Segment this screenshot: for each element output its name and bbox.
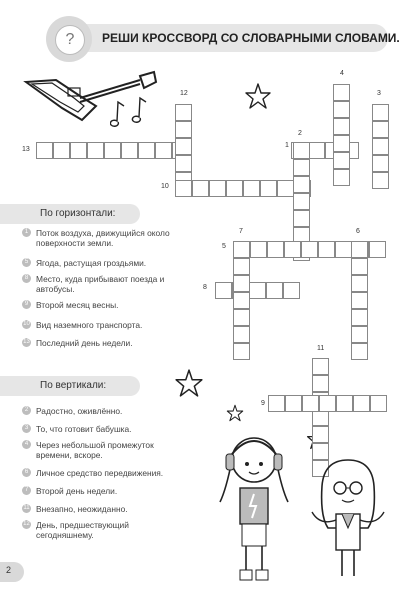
clue-text: Через небольшой промежуток времени, вскоре. — [36, 440, 154, 460]
crossword-cell[interactable] — [369, 241, 386, 258]
crossword-cell[interactable] — [351, 258, 368, 275]
crossword-cell[interactable] — [233, 309, 250, 326]
crossword-cell[interactable] — [175, 180, 192, 197]
clue-number: 7 — [22, 486, 31, 495]
crossword-cell[interactable] — [333, 169, 350, 186]
crossword-cell[interactable] — [249, 282, 266, 299]
clue-text: Второй месяц весны. — [36, 300, 119, 310]
crossword-cell[interactable] — [351, 309, 368, 326]
clue-text: День, предшествующий сегодняшнему. — [36, 520, 129, 540]
crossword-cell[interactable] — [277, 180, 294, 197]
grid-number: 5 — [222, 243, 226, 250]
crossword-cell[interactable] — [250, 241, 267, 258]
crossword-cell[interactable] — [318, 241, 335, 258]
crossword-cell[interactable] — [372, 155, 389, 172]
clue-text: Ягода, растущая гроздьями. — [36, 258, 147, 268]
star-icon — [174, 368, 204, 398]
crossword-cell[interactable] — [293, 159, 310, 176]
grid-number: 7 — [239, 228, 243, 235]
clue-text: Поток воздуха, движущийся около поверхности земли. — [36, 228, 170, 248]
crossword-cell[interactable] — [233, 275, 250, 292]
crossword-cell[interactable] — [370, 395, 387, 412]
page-number: 2 — [6, 565, 12, 575]
crossword-cell[interactable] — [192, 180, 209, 197]
clue-text: Личное средство передвижения. — [36, 468, 164, 478]
crossword-cell[interactable] — [36, 142, 53, 159]
crossword-cell[interactable] — [267, 241, 284, 258]
crossword-cell[interactable] — [333, 152, 350, 169]
girl-headphones-illustration — [212, 430, 296, 590]
clue-number: 9 — [22, 300, 31, 309]
crossword-cell[interactable] — [319, 395, 336, 412]
crossword-cell[interactable] — [293, 210, 310, 227]
crossword-cell[interactable] — [372, 121, 389, 138]
crossword-cell[interactable] — [308, 142, 325, 159]
grid-number: 10 — [161, 183, 169, 190]
grid-number: 12 — [180, 90, 188, 97]
clue-text: Вид наземного транспорта. — [36, 320, 143, 330]
grid-number: 3 — [377, 90, 381, 97]
grid-number: 2 — [298, 130, 302, 137]
crossword-cell[interactable] — [175, 138, 192, 155]
crossword-cell[interactable] — [351, 326, 368, 343]
crossword-cell[interactable] — [285, 395, 302, 412]
clue-text: Место, куда прибывают поезда и автобусы. — [36, 274, 165, 294]
crossword-cell[interactable] — [336, 395, 353, 412]
music-note-icon — [110, 96, 156, 130]
crossword-cell[interactable] — [155, 142, 172, 159]
crossword-cell[interactable] — [121, 142, 138, 159]
crossword-cell[interactable] — [233, 241, 250, 258]
clue-number: 12 — [23, 521, 30, 527]
star-icon — [226, 404, 244, 422]
clue-number: 13 — [23, 339, 30, 345]
crossword-cell[interactable] — [104, 142, 121, 159]
crossword-cell[interactable] — [351, 275, 368, 292]
crossword-cell[interactable] — [260, 180, 277, 197]
horizontal-title: По горизонтали: — [40, 208, 116, 219]
crossword-cell[interactable] — [312, 375, 329, 392]
crossword-cell[interactable] — [175, 155, 192, 172]
crossword-cell[interactable] — [335, 241, 352, 258]
crossword-cell[interactable] — [233, 258, 250, 275]
page-number-tab — [0, 562, 24, 582]
crossword-cell[interactable] — [312, 426, 329, 443]
crossword-cell[interactable] — [293, 193, 310, 210]
crossword-cell[interactable] — [53, 142, 70, 159]
grid-number: 8 — [203, 284, 207, 291]
crossword-cell[interactable] — [333, 84, 350, 101]
crossword-cell[interactable] — [215, 282, 232, 299]
crossword-cell[interactable] — [351, 292, 368, 309]
clue-number: 1 — [22, 228, 31, 237]
crossword-cell[interactable] — [372, 138, 389, 155]
crossword-cell[interactable] — [175, 104, 192, 121]
crossword-cell[interactable] — [293, 176, 310, 193]
clue-text: Внезапно, неожиданно. — [36, 504, 128, 514]
crossword-cell[interactable] — [284, 241, 301, 258]
clue-number: 8 — [22, 274, 31, 283]
crossword-cell[interactable] — [87, 142, 104, 159]
clue-number: 10 — [23, 321, 30, 327]
crossword-cell[interactable] — [70, 142, 87, 159]
clue-number: 6 — [22, 468, 31, 477]
crossword-cell[interactable] — [372, 104, 389, 121]
grid-number: 11 — [317, 345, 325, 352]
crossword-cell[interactable] — [301, 241, 318, 258]
crossword-cell[interactable] — [233, 326, 250, 343]
crossword-cell[interactable] — [138, 142, 155, 159]
grid-number: 13 — [22, 146, 30, 153]
clue-text: Радостно, оживлённо. — [36, 406, 123, 416]
crossword-cell[interactable] — [243, 180, 260, 197]
grid-number: 1 — [285, 142, 289, 149]
crossword-cell[interactable] — [283, 282, 300, 299]
clue-number: 5 — [22, 258, 31, 267]
clue-number: 2 — [22, 406, 31, 415]
page-title: РЕШИ КРОССВОРД СО СЛОВАРНЫМИ СЛОВАМИ. — [102, 31, 400, 45]
crossword-cell[interactable] — [333, 101, 350, 118]
crossword-cell[interactable] — [233, 292, 250, 309]
crossword-cell[interactable] — [302, 395, 319, 412]
clue-number: 4 — [22, 440, 31, 449]
question-icon: ? — [65, 31, 75, 48]
crossword-cell[interactable] — [333, 135, 350, 152]
grid-number: 9 — [261, 400, 265, 407]
crossword-cell[interactable] — [351, 343, 368, 360]
crossword-cell[interactable] — [351, 241, 368, 258]
crossword-cell[interactable] — [372, 172, 389, 189]
clue-text: То, что готовит бабушка. — [36, 424, 132, 434]
vertical-title: По вертикали: — [40, 380, 107, 391]
crossword-cell[interactable] — [353, 395, 370, 412]
grid-number: 6 — [356, 228, 360, 235]
girl-glasses-illustration — [302, 456, 394, 590]
crossword-cell[interactable] — [293, 142, 310, 159]
crossword-cell[interactable] — [209, 180, 226, 197]
grid-number: 4 — [340, 70, 344, 77]
crossword-cell[interactable] — [333, 118, 350, 135]
crossword-cell[interactable] — [175, 121, 192, 138]
clue-text: Второй день недели. — [36, 486, 118, 496]
clue-text: Последний день недели. — [36, 338, 133, 348]
clue-number: 11 — [23, 505, 30, 511]
crossword-cell[interactable] — [233, 343, 250, 360]
clue-number: 3 — [22, 424, 31, 433]
crossword-cell[interactable] — [266, 282, 283, 299]
star-icon — [244, 82, 272, 110]
crossword-cell[interactable] — [226, 180, 243, 197]
crossword-cell[interactable] — [312, 358, 329, 375]
crossword-cell[interactable] — [268, 395, 285, 412]
